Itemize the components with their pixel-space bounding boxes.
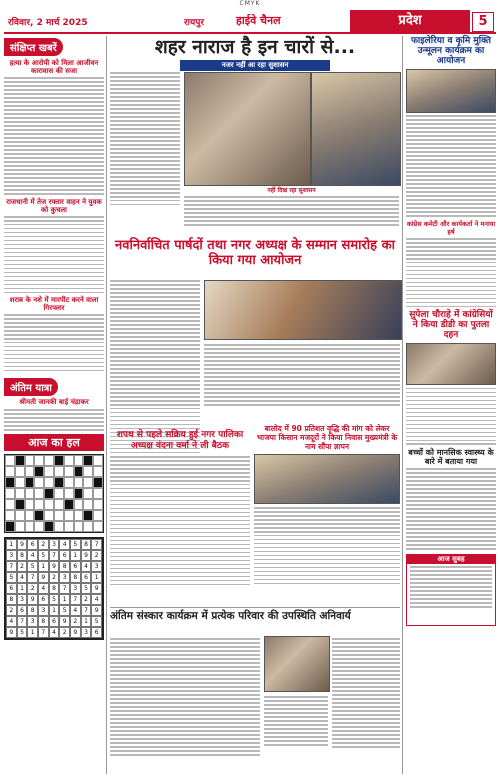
- sudoku-cell: 5: [38, 550, 49, 561]
- lead-subhead: नजर नहीं आ रहा सुशासन: [180, 60, 330, 71]
- sudoku-cell: 1: [70, 550, 81, 561]
- ad-title: आज सुबह: [407, 555, 495, 564]
- sudoku-cell: 5: [6, 572, 17, 583]
- story4-headline: बालोद में 90 प्रतिशत वृद्धि की मांग को लेकर भाजपा किसान मजदूरों ने किया निवास मुख्यमंत्री के नाम सौंपा ज्ञापन: [256, 424, 398, 451]
- sudoku-cell: 6: [81, 572, 92, 583]
- sudoku-cell: 9: [6, 627, 17, 638]
- sudoku-cell: 5: [49, 594, 60, 605]
- sudoku-cell: 7: [27, 572, 38, 583]
- sudoku-cell: 9: [91, 583, 102, 594]
- sudoku-cell: 5: [91, 616, 102, 627]
- row-divider: [110, 607, 400, 608]
- sudoku-cell: 3: [17, 594, 28, 605]
- sudoku-cell: 4: [70, 605, 81, 616]
- sudoku-cell: 3: [27, 616, 38, 627]
- lead-text-col1: [110, 70, 180, 240]
- sudoku-cell: 7: [49, 550, 60, 561]
- sudoku-cell: 5: [81, 583, 92, 594]
- page-number: 5: [472, 12, 494, 32]
- sudoku-cell: 9: [91, 605, 102, 616]
- sudoku-cell: 2: [59, 627, 70, 638]
- sudoku-cell: 6: [91, 627, 102, 638]
- story4-photo: [254, 454, 400, 504]
- sudoku-cell: 5: [17, 627, 28, 638]
- story5-text: [110, 636, 260, 758]
- sudoku-cell: 6: [59, 550, 70, 561]
- sudoku-cell: 3: [81, 627, 92, 638]
- sudoku-cell: 7: [59, 583, 70, 594]
- sudoku-cell: 1: [59, 594, 70, 605]
- sudoku-cell: 7: [17, 616, 28, 627]
- right-column: [406, 36, 496, 626]
- column-divider: [106, 36, 107, 774]
- sudoku-cell: 4: [6, 616, 17, 627]
- story5-headline: अंतिम संस्कार कार्यक्रम में प्रत्येक परिवार की उपस्थिति अनिवार्य: [110, 610, 351, 622]
- sudoku-cell: 4: [38, 583, 49, 594]
- sudoku-cell: 1: [81, 616, 92, 627]
- sudoku-cell: 6: [49, 616, 60, 627]
- sudoku-cell: 4: [17, 572, 28, 583]
- sudoku-cell: 7: [38, 627, 49, 638]
- sudoku-cell: 9: [17, 539, 28, 550]
- brief3-headline: शराब के नशे में मारपीट करने वाला गिरफ्तार: [9, 295, 99, 312]
- sudoku-cell: 1: [49, 605, 60, 616]
- sudoku-cell: 5: [70, 539, 81, 550]
- sudoku-cell: 4: [91, 594, 102, 605]
- sudoku-cell: 8: [38, 616, 49, 627]
- right-headline3: सुपेला चौराहे में कांग्रेसियों ने किया डीडी का पुतला दहन: [409, 310, 493, 341]
- obituary-title: अंतिम यात्रा: [4, 378, 58, 396]
- sudoku-cell: 2: [91, 550, 102, 561]
- sudoku-cell: 6: [17, 605, 28, 616]
- brief2-body: [4, 216, 104, 293]
- left-column: [4, 36, 104, 774]
- sudoku-cell: 8: [27, 605, 38, 616]
- brand-name: हाईवे चैनल: [236, 14, 281, 27]
- sudoku-cell: 8: [17, 550, 28, 561]
- ad-box: [406, 554, 496, 626]
- sudoku-cell: 1: [6, 539, 17, 550]
- sudoku-cell: 3: [38, 605, 49, 616]
- story5: [110, 610, 400, 622]
- sudoku-cell: 6: [38, 594, 49, 605]
- sudoku-cell: 1: [27, 627, 38, 638]
- lead-photo-caption: नहीं दिख रहा सुशासन: [267, 187, 316, 194]
- sudoku-cell: 9: [81, 550, 92, 561]
- sudoku-cell: 3: [70, 583, 81, 594]
- story3-headline: शपथ से पहले सक्रिय हुई नगर पालिका अध्यक्ष वंदना वर्मा ने ली बैठक: [116, 430, 244, 451]
- right-headline1: फाइलेरिया व कृमि मुक्ति उन्मूलन कार्यक्रम का आयोजन: [410, 36, 492, 66]
- right-headline2: कांग्रेस कमेटी और कार्यकर्ता ने मनाया हर्ष: [406, 219, 496, 236]
- sudoku-grid: [4, 537, 104, 640]
- column-divider-right: [402, 36, 403, 774]
- story5-photo: [264, 636, 330, 692]
- sudoku-cell: 2: [81, 594, 92, 605]
- sudoku-cell: 8: [59, 561, 70, 572]
- sudoku-cell: 4: [27, 550, 38, 561]
- sudoku-cell: 9: [38, 572, 49, 583]
- sudoku-cell: 7: [6, 561, 17, 572]
- story5-text-2: [264, 694, 328, 748]
- story2-header: [110, 238, 400, 278]
- issue-date: रविवार, 2 मार्च 2025: [8, 18, 88, 28]
- right-photo1: [406, 69, 496, 113]
- sudoku-cell: 2: [6, 605, 17, 616]
- sudoku-cell: 9: [49, 561, 60, 572]
- sudoku-cell: 8: [6, 594, 17, 605]
- sudoku-cell: 4: [59, 539, 70, 550]
- right-headline4: बच्चों को मानसिक स्वास्थ्य के बारे में बताया गया: [408, 448, 494, 467]
- sudoku-cell: 3: [6, 550, 17, 561]
- sudoku-cell: 2: [38, 539, 49, 550]
- story2-headline: नवनिर्वाचित पार्षदों तथा नगर अध्यक्ष के सम्मान समारोह का किया गया आयोजन: [115, 238, 395, 268]
- brief3-body: [4, 314, 104, 371]
- sudoku-cell: 3: [91, 561, 102, 572]
- lead-photo-2: [311, 72, 401, 186]
- sudoku-cell: 8: [49, 583, 60, 594]
- crossword-grid: [4, 454, 104, 533]
- sudoku-cell: 8: [70, 572, 81, 583]
- sudoku-cell: 7: [81, 605, 92, 616]
- story3: [110, 430, 250, 587]
- masthead: [4, 10, 496, 34]
- sudoku-cell: 2: [49, 572, 60, 583]
- sudoku-cell: 1: [38, 561, 49, 572]
- city-name: रायपुर: [184, 18, 205, 28]
- right-photo2: [406, 343, 496, 385]
- sudoku-cell: 8: [81, 539, 92, 550]
- sudoku-cell: 5: [59, 605, 70, 616]
- brief1-body: [4, 77, 104, 194]
- sudoku-cell: 9: [27, 594, 38, 605]
- sudoku-cell: 3: [59, 572, 70, 583]
- obituary-body: [4, 409, 104, 431]
- section-name: प्रदेश: [350, 10, 470, 32]
- sudoku-cell: 6: [70, 561, 81, 572]
- story2-text-2: [204, 342, 400, 408]
- sudoku-cell: 5: [27, 561, 38, 572]
- sudoku-cell: 6: [6, 583, 17, 594]
- obituary-name: श्रीमती जानकी बाई चंद्राकर: [19, 397, 89, 406]
- cmyk-marker: CMYK: [239, 0, 261, 7]
- sudoku-cell: 9: [70, 627, 81, 638]
- sudoku-cell: 4: [49, 627, 60, 638]
- lead-text-bottom: [184, 194, 399, 234]
- brief1-headline: हत्या के आरोपी को मिला आजीवन कारावास की सजा: [9, 59, 99, 75]
- sudoku-cell: 1: [91, 572, 102, 583]
- sudoku-cell: 4: [81, 561, 92, 572]
- brief2-headline: राजधानी में तेज रफ्तार वाहन ने युवक को कुचला: [6, 197, 102, 214]
- story5-text-3: [332, 636, 400, 750]
- solution-title: आज का हल: [4, 434, 104, 451]
- sudoku-cell: 2: [17, 561, 28, 572]
- story4: [254, 424, 400, 587]
- sudoku-cell: 7: [70, 594, 81, 605]
- brief-news-title: संक्षिप्त खबरें: [4, 38, 63, 56]
- story2-photo: [204, 280, 402, 340]
- lead-headline: शहर नाराज है इन चारों से...: [154, 36, 356, 58]
- sudoku-cell: 2: [70, 616, 81, 627]
- sudoku-cell: 1: [17, 583, 28, 594]
- sudoku-cell: 7: [91, 539, 102, 550]
- sudoku-cell: 3: [49, 539, 60, 550]
- sudoku-cell: 9: [59, 616, 70, 627]
- sudoku-cell: 2: [27, 583, 38, 594]
- lead-photo: [184, 72, 311, 186]
- sudoku-cell: 6: [27, 539, 38, 550]
